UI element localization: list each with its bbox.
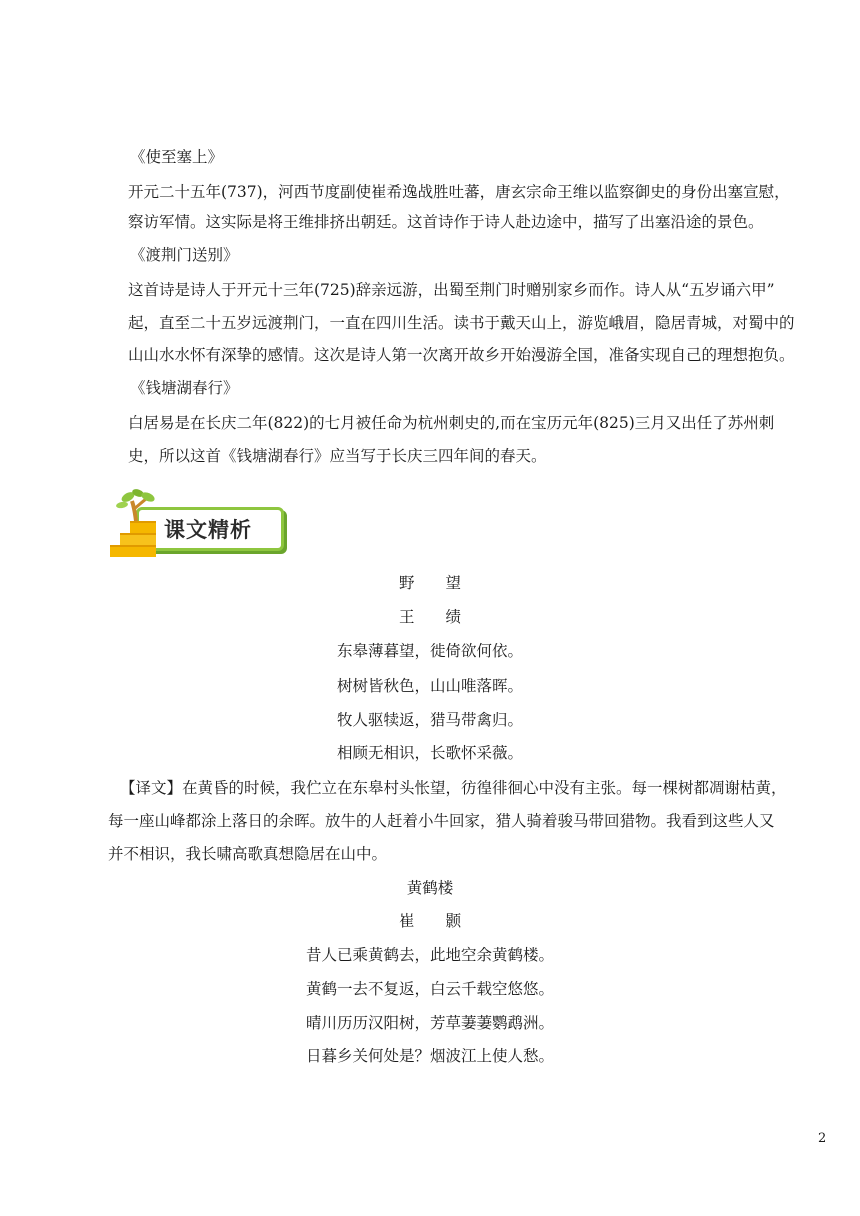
translation-line: 【译文】在黄昏的时候，我伫立在东皋村头怅望，彷徨徘徊心中没有主张。每一棵树都凋谢枯黄，	[120, 779, 787, 797]
poem-line: 树树皆秋色，山山唯落晖。	[336, 677, 523, 695]
paragraph-line: 开元二十五年(737)，河西节度副使崔希逸战胜吐蕃，唐玄宗命王维以监察御史的身份出塞宣慰，	[128, 183, 790, 201]
poem-title: 野 望	[398, 574, 461, 592]
poem-line: 相顾无相识，长歌怀采薇。	[336, 744, 523, 762]
section-badge	[108, 487, 280, 561]
paragraph-line: 察访军情。这实际是将王维排挤出朝廷。这首诗作于诗人赴边途中，描写了出塞沿途的景色。	[128, 213, 764, 231]
paragraph-line: 史，所以这首《钱塘湖春行》应当写于长庆三四年间的春天。	[128, 447, 547, 465]
paragraph-line: 这首诗是诗人于开元十三年(725)辞亲远游，出蜀至荆门时赠别家乡而作。诗人从“五岁诵六甲”	[128, 281, 775, 299]
paragraph-line: 山山水水怀有深挚的感情。这次是诗人第一次离开故乡开始漫游全国，准备实现自己的理想抱负。	[128, 346, 795, 364]
section-heading-dujingmen: 《渡荆门送别》	[130, 246, 239, 264]
section-heading-shizhisaishang: 《使至塞上》	[130, 148, 224, 166]
poem-author: 王 绩	[398, 608, 461, 626]
paragraph-line: 起，直至二十五岁远渡荆门，一直在四川生活。读书于戴天山上，游览峨眉，隐居青城，对蜀中的	[128, 314, 795, 332]
page-number: 2	[818, 1131, 827, 1146]
poem-line: 晴川历历汉阳树，芳草萋萋鹦鹉洲。	[305, 1014, 554, 1032]
tree-stairs-icon	[108, 487, 168, 561]
poem-title: 黄鹤楼	[406, 879, 454, 897]
translation-line: 每一座山峰都涂上落日的余晖。放牛的人赶着小牛回家，猎人骑着骏马带回猎物。我看到这些人又	[108, 812, 775, 830]
translation-line: 并不相识，我长啸高歌真想隐居在山中。	[108, 845, 388, 863]
poem-line: 牧人驱犊返，猎马带禽归。	[336, 711, 523, 729]
poem-line: 黄鹤一去不复返，白云千载空悠悠。	[305, 980, 554, 998]
badge-label: 课文精析	[164, 518, 252, 542]
poem-author: 崔 颢	[398, 912, 461, 930]
poem-line: 昔人已乘黄鹤去，此地空余黄鹤楼。	[305, 946, 554, 964]
poem-line: 日暮乡关何处是？烟波江上使人愁。	[305, 1047, 554, 1065]
paragraph-line: 白居易是在长庆二年(822)的七月被任命为杭州刺史的,而在宝历元年(825)三月又出任了苏州刺	[128, 414, 775, 432]
section-heading-qiantanghu: 《钱塘湖春行》	[130, 379, 239, 397]
poem-line: 东皋薄暮望，徙倚欲何依。	[336, 642, 523, 660]
